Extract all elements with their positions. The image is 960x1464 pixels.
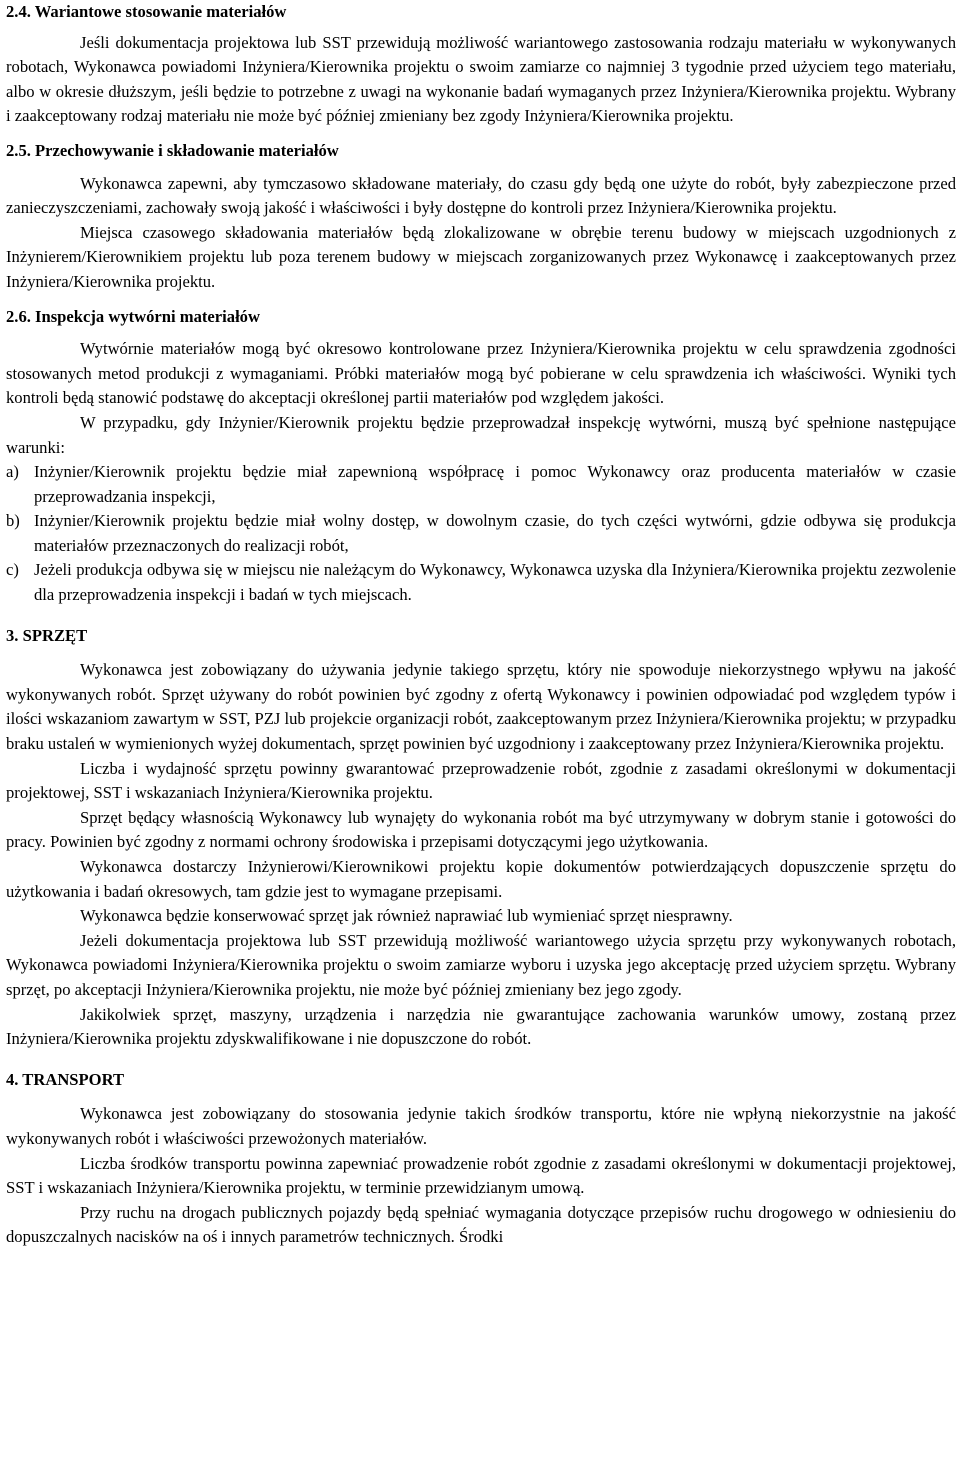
paragraph-3-3: Sprzęt będący własnością Wykonawcy lub wynajęty do wykonania robót ma być utrzymywany w dobrym stanie i gotowości do pracy. Powinien być zgodny z normami ochrony środowiska i przepisami dotyczącymi jego użytkowania. (6, 807, 956, 852)
heading-3: 3. SPRZĘT (6, 625, 88, 645)
list-marker: c) (6, 560, 19, 580)
paragraph-2-6-2: W przypadku, gdy Inżynier/Kierownik projektu będzie przeprowadzał inspekcję wytwórni, muszą być spełnione następujące warunki: (6, 412, 956, 457)
paragraph-3-1: Wykonawca jest zobowiązany do używania jedynie takiego sprzętu, który nie spowoduje niekorzystnego wpływu na jakość wykonywanych robót. Sprzęt używany do robót powinien być zgodny z ofertą Wykonawcy i powinien odpowiadać pod względem typów i ilości wskazaniom zawartym w SST, PZJ lub projekcie organizacji robót, zaakceptowanym przez Inżyniera/Kierownika projektu; w przypadku braku ustaleń w wymienionych wyżej dokumentach, sprzęt powinien być uzgodniony i zaakceptowany przez Inżyniera/Kierownika projektu. (6, 660, 956, 754)
paragraph-3-5: Wykonawca będzie konserwować sprzęt jak również naprawiać lub wymieniać sprzęt niesprawny. (80, 906, 733, 926)
heading-4: 4. TRANSPORT (6, 1069, 125, 1089)
paragraph-2-6-1: Wytwórnie materiałów mogą być okresowo kontrolowane przez Inżyniera/Kierownika projektu w celu sprawdzenia zgodności stosowanych metod produkcji z wymaganiami. Próbki materiałów mogą być pobierane w celu sprawdzenia ich właściwości. Wyniki tych kontroli będą stanowić podstawę do akceptacji określonej partii materiałów pod względem jakości. (6, 339, 956, 408)
paragraph-3-7: Jakikolwiek sprzęt, maszyny, urządzenia i narzędzia nie gwarantujące zachowania warunków umowy, zostaną przez Inżyniera/Kierownika projektu zdyskwalifikowane i nie dopuszczone do robót. (6, 1004, 956, 1049)
paragraph-3-2: Liczba i wydajność sprzętu powinny gwarantować przeprowadzenie robót, zgodnie z zasadami określonymi w dokumentacji projektowej, SST i wskazaniach Inżyniera/Kierownika projektu. (6, 758, 956, 803)
paragraph-2-4-1: Jeśli dokumentacja projektowa lub SST przewidują możliwość wariantowego zastosowania rodzaju materiału w wykonywanych robotach, Wykonawca powiadomi Inżyniera/Kierownika projektu o swoim zamiarze co najmniej 3 tygodnie przed użyciem tego materiału, albo w okresie dłuższym, jeśli będzie to potrzebne z uwagi na wykonanie badań wymaganych przez Inżyniera/Kierownika projektu. Wybrany i zaakceptowany rodzaj materiału nie może być później zmieniany bez zgody Inżyniera/Kierownika projektu. (6, 32, 956, 126)
list-item (6, 509, 956, 558)
list-item-text: Jeżeli produkcja odbywa się w miejscu nie należącym do Wykonawcy, Wykonawca uzyska dla Inżyniera/Kierownika projektu zezwolenie dla przeprowadzenia inspekcji i badań w tych miejscach. (34, 560, 956, 605)
paragraph-3-6: Jeżeli dokumentacja projektowa lub SST przewidują możliwość wariantowego użycia sprzętu przy wykonywanych robotach, Wykonawca powiadomi Inżyniera/Kierownika projektu o swoim zamiarze wyboru i uzyska jego akceptację przed użyciem sprzętu. Wybrany sprzęt, po akceptacji Inżyniera/Kierownika projektu, nie może być później zmieniany bez jego zgody. (6, 930, 956, 999)
paragraph-2-5-1: Wykonawca zapewni, aby tymczasowo składowane materiały, do czasu gdy będą one użyte do robót, były zabezpieczone przed zanieczyszczeniami, zachowały swoją jakość i właściwości i były dostępne do kontroli przez Inżyniera/Kierownika projektu. (6, 173, 956, 218)
list-item (6, 460, 956, 509)
paragraph-3-4: Wykonawca dostarczy Inżynierowi/Kierownikowi projektu kopie dokumentów potwierdzających dopuszczenie sprzętu do użytkowania i badań okresowych, tam gdzie jest to wymagane przepisami. (6, 857, 956, 901)
paragraph-4-2: Liczba środków transportu powinna zapewniać prowadzenie robót zgodnie z zasadami określonymi w dokumentacji projektowej, SST i wskazaniach Inżyniera/Kierownika projektu, w terminie przewidzianym umową. (6, 1153, 956, 1198)
list-item (6, 558, 956, 607)
list-marker: b) (6, 511, 20, 531)
list-marker: a) (6, 462, 19, 482)
heading-2-6: 2.6. Inspekcja wytwórni materiałów (6, 306, 260, 326)
paragraph-2-5-2: Miejsca czasowego składowania materiałów będą zlokalizowane w obrębie terenu budowy w miejscach uzgodnionych z Inżynierem/Kierownikiem projektu lub poza terenem budowy w miejscach zorganizowanych przez Wykonawcę i zaakceptowanych przez Inżyniera/Kierownika projektu. (6, 222, 956, 291)
list-item-text: Inżynier/Kierownik projektu będzie miał wolny dostęp, w dowolnym czasie, do tych części wytwórni, gdzie odbywa się produkcja materiałów przeznaczonych do realizacji robót, (34, 511, 956, 555)
paragraph-4-1: Wykonawca jest zobowiązany do stosowania jedynie takich środków transportu, które nie wpłyną niekorzystnie na jakość wykonywanych robót i właściwości przewożonych materiałów. (6, 1104, 956, 1148)
list-item-text: Inżynier/Kierownik projektu będzie miał zapewnioną współpracę i pomoc Wykonawcy oraz producenta materiałów w czasie przeprowadzania inspekcji, (34, 462, 956, 506)
paragraph-4-3: Przy ruchu na drogach publicznych pojazdy będą spełniać wymagania dotyczące przepisów ruchu drogowego w odniesieniu do dopuszczalnych nacisków na oś i innych parametrów technicznych. Środki (6, 1202, 956, 1247)
heading-2-4: 2.4. Wariantowe stosowanie materiałów (6, 2, 287, 21)
heading-2-5: 2.5. Przechowywanie i składowanie materiałów (6, 140, 339, 160)
